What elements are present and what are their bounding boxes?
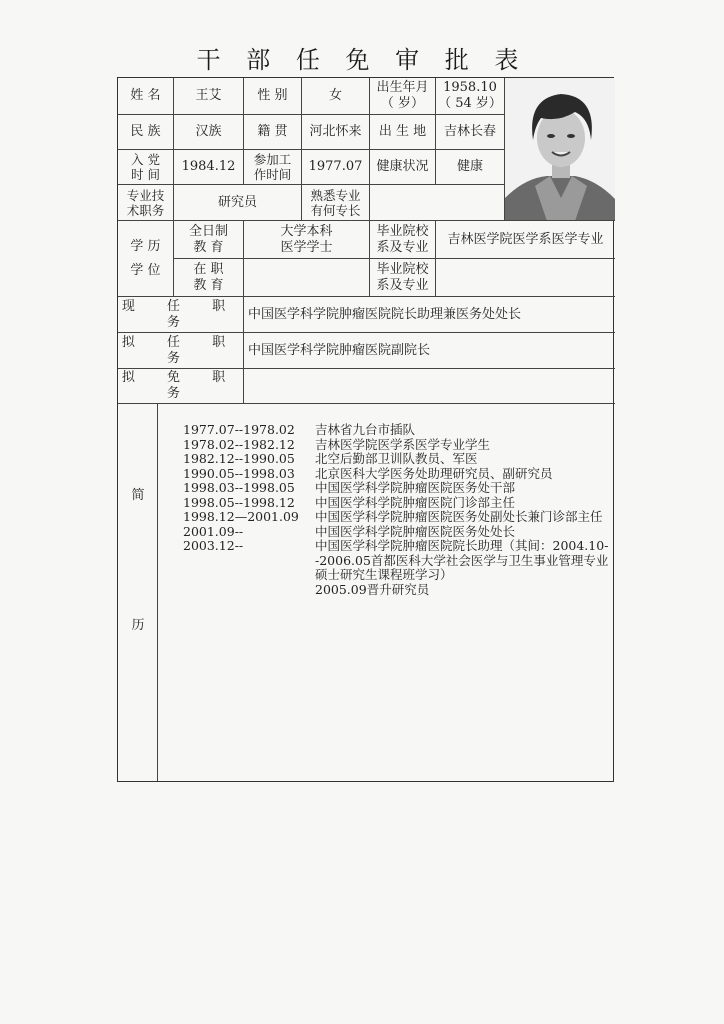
gender-label: 性 别 (244, 78, 302, 115)
title-value: 研究员 (174, 185, 302, 221)
resume-entry (183, 438, 613, 453)
resume-entry (183, 467, 613, 482)
resume-entry (183, 539, 613, 583)
birth-label-line1: 出生年月 (376, 80, 429, 96)
resume-entry-date: 1990.05--1998.03 (183, 465, 295, 481)
native-value: 河北怀来 (302, 115, 370, 150)
inservice-school (436, 259, 615, 297)
party-label-line1: 入 党 (131, 152, 160, 167)
portrait-image (505, 78, 615, 221)
fulltime-label-line2: 教 育 (193, 239, 224, 255)
birthplace-label: 出 生 地 (370, 115, 436, 150)
edu-label-line1: 学 历 (130, 238, 161, 254)
fulltime-degree-line1: 大学本科 (280, 223, 333, 239)
expertise-label-line2: 有何专长 (310, 202, 361, 218)
form-title: 干 部 任 免 审 批 表 (196, 46, 528, 74)
health-label: 健康状况 (370, 150, 436, 185)
edu-label-line2: 学 位 (130, 262, 161, 278)
resume-list (183, 423, 613, 597)
removed-position-label: 拟 免 职 务 (118, 369, 244, 404)
proposed-position-label: 拟 任 职 务 (118, 333, 244, 369)
expertise-label-line1: 熟悉专业 (310, 187, 361, 203)
inservice-label-line2: 教 育 (193, 277, 224, 293)
resume-entry (183, 481, 613, 496)
resume-entry-text: 北京医科大学医务处助理研究员、副研究员 (315, 465, 553, 481)
inservice-label (174, 259, 244, 297)
edu-label (118, 221, 174, 297)
fulltime-school: 吉林医学院医学系医学专业 (436, 221, 615, 259)
birthplace-value: 吉林长春 (436, 115, 504, 150)
resume-entry-date: 2003.12-- (183, 538, 244, 553)
resume-entry-text: 北空后勤部卫训队教员、军医 (315, 451, 478, 466)
resume-entry-date: 2001.09-- (183, 523, 244, 539)
grad2-label-line1: 毕业院校 (376, 261, 429, 277)
inservice-label-line1: 在 职 (193, 261, 224, 277)
native-label: 籍 贯 (244, 115, 302, 150)
resume-entry-date: 1977.07--1978.02 (183, 422, 295, 437)
party-value: 1984.12 (174, 150, 244, 185)
work-label (244, 150, 302, 185)
resume-entry-text: 中国医学科学院肿瘤医院院长助理（其间：2004.10--2006.05首都医科大学社会医学与卫生事业管理专业硕士研究生课程班学习） (315, 538, 609, 582)
resume-entry-date (183, 583, 315, 598)
portrait-photo (504, 78, 615, 221)
resume-entry-date: 1998.05--1998.12 (183, 494, 295, 510)
resume-entry (183, 510, 613, 525)
resume-entry-text: 中国医学科学院肿瘤医院医务处干部 (315, 480, 516, 495)
resume-entry-date: 1982.12--1990.05 (183, 451, 295, 466)
health-value: 健康 (436, 150, 504, 185)
appointment-form (117, 77, 614, 782)
resume-entry-text: 吉林医学院医学系医学专业学生 (315, 436, 491, 452)
gender-value: 女 (302, 78, 370, 115)
removed-position-value (244, 369, 615, 404)
inservice-degree (244, 259, 370, 297)
birth-value (436, 78, 504, 115)
title-label (118, 185, 174, 221)
expertise-label (302, 185, 370, 221)
age-value: （ 54 岁） (438, 96, 502, 111)
birth-label-line2: （ 岁） (380, 96, 425, 111)
resume-entry-date: 1998.03--1998.05 (183, 480, 295, 495)
fulltime-degree-line2: 医学学士 (280, 239, 333, 255)
fulltime-label (174, 221, 244, 259)
birth-date: 1958.10 (443, 80, 497, 96)
party-label-line2: 时 间 (131, 167, 160, 182)
name-value: 王艾 (174, 78, 244, 115)
resume-entry (183, 583, 613, 598)
party-label (118, 150, 174, 185)
ethnicity-value: 汉族 (174, 115, 244, 150)
work-label-line2: 作时间 (253, 167, 292, 182)
birth-label (370, 78, 436, 115)
resume-label (118, 404, 158, 781)
work-value: 1977.07 (302, 150, 370, 185)
resume-entry-text: 吉林省九台市插队 (315, 422, 416, 437)
ethnicity-label: 民 族 (118, 115, 174, 150)
resume-entry-text: 中国医学科学院肿瘤医院医务处副处长兼门诊部主任 (315, 509, 603, 524)
resume-entry-date: 1998.12—2001.09 (183, 509, 299, 524)
resume-label-line2: 历 (131, 618, 145, 633)
proposed-position-value: 中国医学科学院肿瘤医院副院长 (244, 333, 615, 369)
resume-entry (183, 525, 613, 540)
expertise-value (370, 185, 504, 221)
resume-entry (183, 452, 613, 467)
name-label: 姓 名 (118, 78, 174, 115)
title-label-line2: 术职务 (126, 202, 165, 218)
grad-label-line2: 系及专业 (376, 239, 429, 255)
resume-entry-text: 2005.09晋升研究员 (315, 581, 430, 597)
title-label-line1: 专业技 (126, 187, 165, 203)
grad-label-line1: 毕业院校 (376, 223, 429, 239)
grad-label (370, 221, 436, 259)
resume-entry-text: 中国医学科学院肿瘤医院门诊部主任 (315, 494, 516, 510)
fulltime-label-line1: 全日制 (188, 223, 228, 239)
resume-label-line1: 简 (131, 488, 145, 503)
fulltime-degree (244, 221, 370, 259)
resume-entry (183, 496, 613, 511)
resume-entry-date: 1978.02--1982.12 (183, 436, 295, 452)
resume-entry-text: 中国医学科学院肿瘤医院医务处处长 (315, 523, 516, 539)
current-position-value: 中国医学科学院肿瘤医院院长助理兼医务处处长 (244, 297, 615, 333)
work-label-line1: 参加工 (253, 152, 292, 167)
current-position-label: 现 任 职 务 (118, 297, 244, 333)
grad2-label-line2: 系及专业 (376, 277, 429, 293)
grad2-label (370, 259, 436, 297)
resume-entry (183, 423, 613, 438)
